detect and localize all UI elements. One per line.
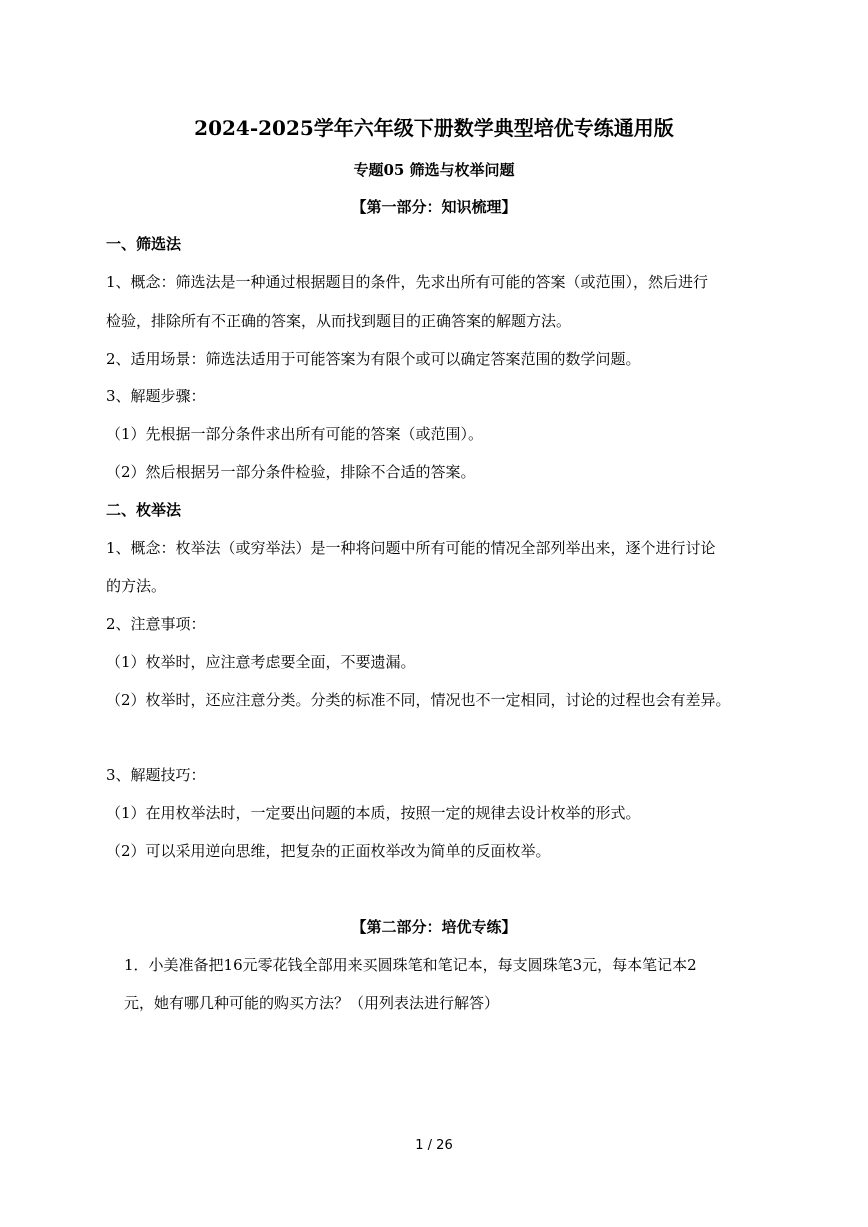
section2-line: 1、概念：枚举法（或穷举法）是一种将问题中所有可能的情况全部列举出来，逐个进行讨论 bbox=[106, 539, 716, 557]
document-title: 2024-2025学年六年级下册数学典型培优专练通用版 bbox=[194, 116, 674, 140]
section2-line: （1）枚举时，应注意考虑要全面，不要遗漏。 bbox=[106, 653, 416, 671]
part2-heading: 【第二部分：培优专练】 bbox=[351, 918, 517, 936]
section1-line: （2）然后根据另一部分条件检验，排除不合适的答案。 bbox=[106, 463, 476, 481]
section2-line: 3、解题技巧： bbox=[106, 766, 206, 784]
section1-line: （1）先根据一部分条件求出所有可能的答案（或范围）。 bbox=[106, 425, 484, 443]
question1-line: 1．小美准备把16元零花钱全部用来买圆珠笔和笔记本，每支圆珠笔3元，每本笔记本2 bbox=[124, 956, 697, 974]
question1-line: 元，她有哪几种可能的购买方法？（用列表法进行解答） bbox=[124, 994, 500, 1012]
section2-heading: 二、枚举法 bbox=[106, 501, 182, 519]
section1-heading: 一、筛选法 bbox=[106, 235, 182, 253]
section2-line: 的方法。 bbox=[106, 577, 167, 595]
document-subtitle: 专题05 筛选与枚举问题 bbox=[353, 161, 515, 179]
section1-line: 1、概念：筛选法是一种通过根据题目的条件，先求出所有可能的答案（或范围），然后进行 bbox=[106, 273, 709, 291]
section2-line: （1）在用枚举法时，一定要出问题的本质，按照一定的规律去设计枚举的形式。 bbox=[106, 804, 641, 822]
section2-line: （2）可以采用逆向思维，把复杂的正面枚举改为简单的反面枚举。 bbox=[106, 842, 551, 860]
part1-heading: 【第一部分：知识梳理】 bbox=[351, 198, 517, 216]
section2-line: 2、注意事项： bbox=[106, 615, 206, 633]
page-indicator: 1 / 26 bbox=[415, 1138, 453, 1153]
section2-line: （2）枚举时，还应注意分类。分类的标准不同，情况也不一定相同，讨论的过程也会有差异。 bbox=[106, 691, 731, 709]
section1-line: 2、适用场景：筛选法适用于可能答案为有限个或可以确定答案范围的数学问题。 bbox=[106, 350, 641, 368]
section1-line: 3、解题步骤： bbox=[106, 387, 206, 405]
section1-line: 检验，排除所有不正确的答案，从而找到题目的正确答案的解题方法。 bbox=[106, 312, 572, 330]
